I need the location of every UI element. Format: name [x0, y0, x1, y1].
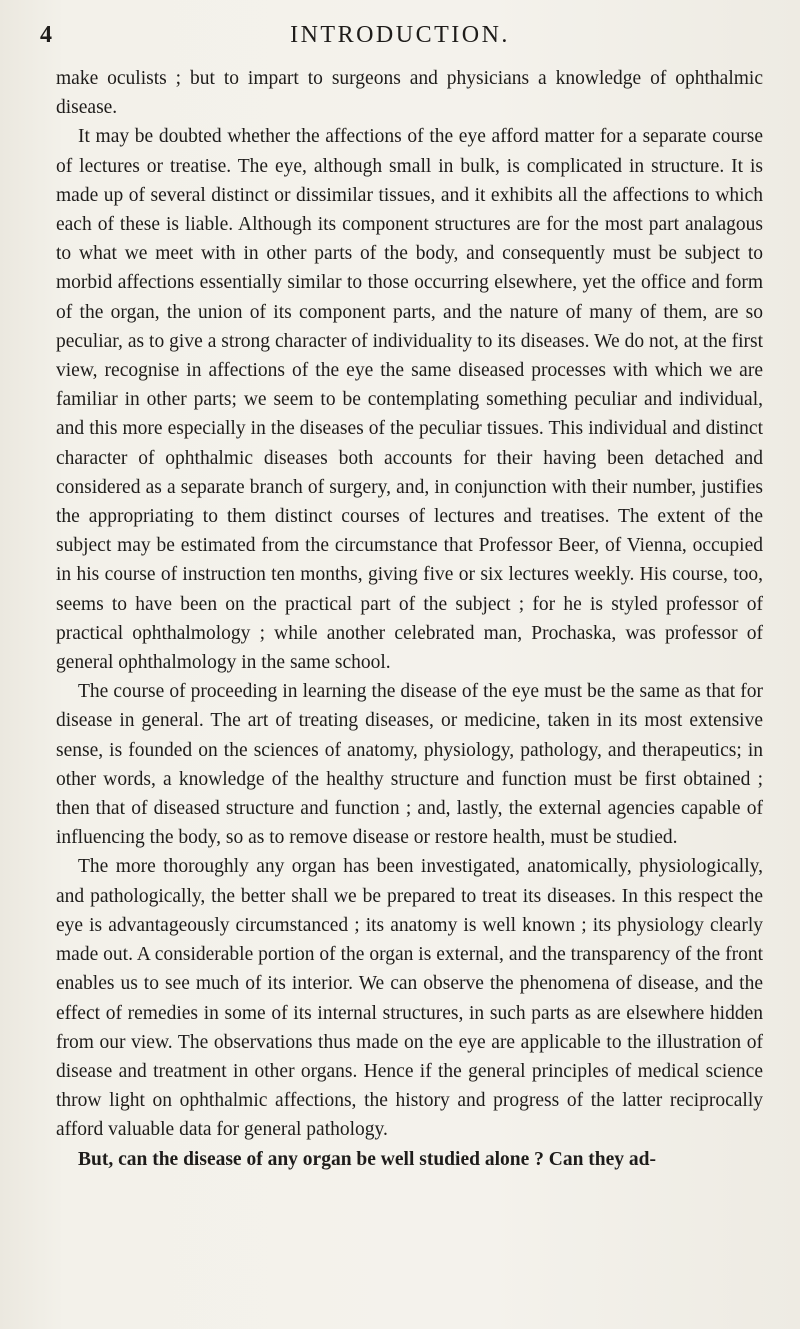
paragraph: But, can the disease of any organ be well studied alone ? Can they ad-	[78, 1148, 656, 1170]
body-text	[56, 64, 763, 1174]
chapter-title: INTRODUCTION.	[290, 22, 510, 48]
paragraph: The course of proceeding in learning the disease of the eye must be the same as that for disease in general. The art of treating diseases, or medicine, taken in its most extensive sense, is founded on the sciences of anatomy, physiology, pathology, and therapeutics; in other words, a knowledge of the healthy structure and function must be first obtained ; then that of diseased structure and function ; and, lastly, the external agencies capable of influencing the body, so as to remove disease or restore health, must be studied.	[56, 681, 763, 849]
paragraph-continued: make oculists ; but to impart to surgeons and physicians a knowledge of ophthalmic disease.	[56, 68, 763, 119]
running-head	[40, 18, 760, 52]
paragraph: It may be doubted whether the affections of the eye afford matter for a separate course of lectures or treatise. The eye, although small in bulk, is complicated in structure. It is made up of several distinct or dissimilar tissues, and it exhibits all the affections to which each of these is liable. Although its component structures are for the most part analagous to what we meet with in other parts of the body, and consequently must be subject to morbid affections essentially similar to those occurring elsewhere, yet the office and form of the organ, the union of its component parts, and the nature of many of them, are so peculiar, as to give a strong character of individuality to its diseases. We do not, at the first view, recognise in affections of the eye the same diseased processes with which we are familiar in other parts; we seem to be contemplating something peculiar and individual, and this more especially in the diseases of the peculiar tissues. This individual and distinct character of ophthalmic diseases both accounts for their having been detached and considered as a separate branch of surgery, and, in conjunction with their number, justifies the appropriating to them distinct courses of lectures and treatises. The extent of the subject may be estimated from the circumstance that Professor Beer, of Vienna, occupied in his course of instruction ten months, giving five or six lectures weekly. His course, too, seems to have been on the practical part of the subject ; for he is styled professor of practical ophthalmology ; while another celebrated man, Prochaska, was professor of general ophthalmology in the same school.	[56, 126, 763, 674]
page-number: 4	[40, 22, 52, 48]
paragraph: The more thoroughly any organ has been investigated, anatomically, physiologically, and pathologically, the better shall we be prepared to treat its diseases. In this respect the eye is advantageously circumstanced ; its anatomy is well known ; its physiology clearly made out. A considerable portion of the organ is external, and the transparency of the front enables us to see much of its interior. We can observe the phenomena of disease, and the effect of remedies in some of its internal structures, in such parts as are elsewhere hidden from our view. The observations thus made on the eye are applicable to the illustration of disease and treatment in other organs. Hence if the general principles of medical science throw light on ophthalmic affections, the history and progress of the latter reciprocally afford valuable data for general pathology.	[56, 856, 763, 1141]
